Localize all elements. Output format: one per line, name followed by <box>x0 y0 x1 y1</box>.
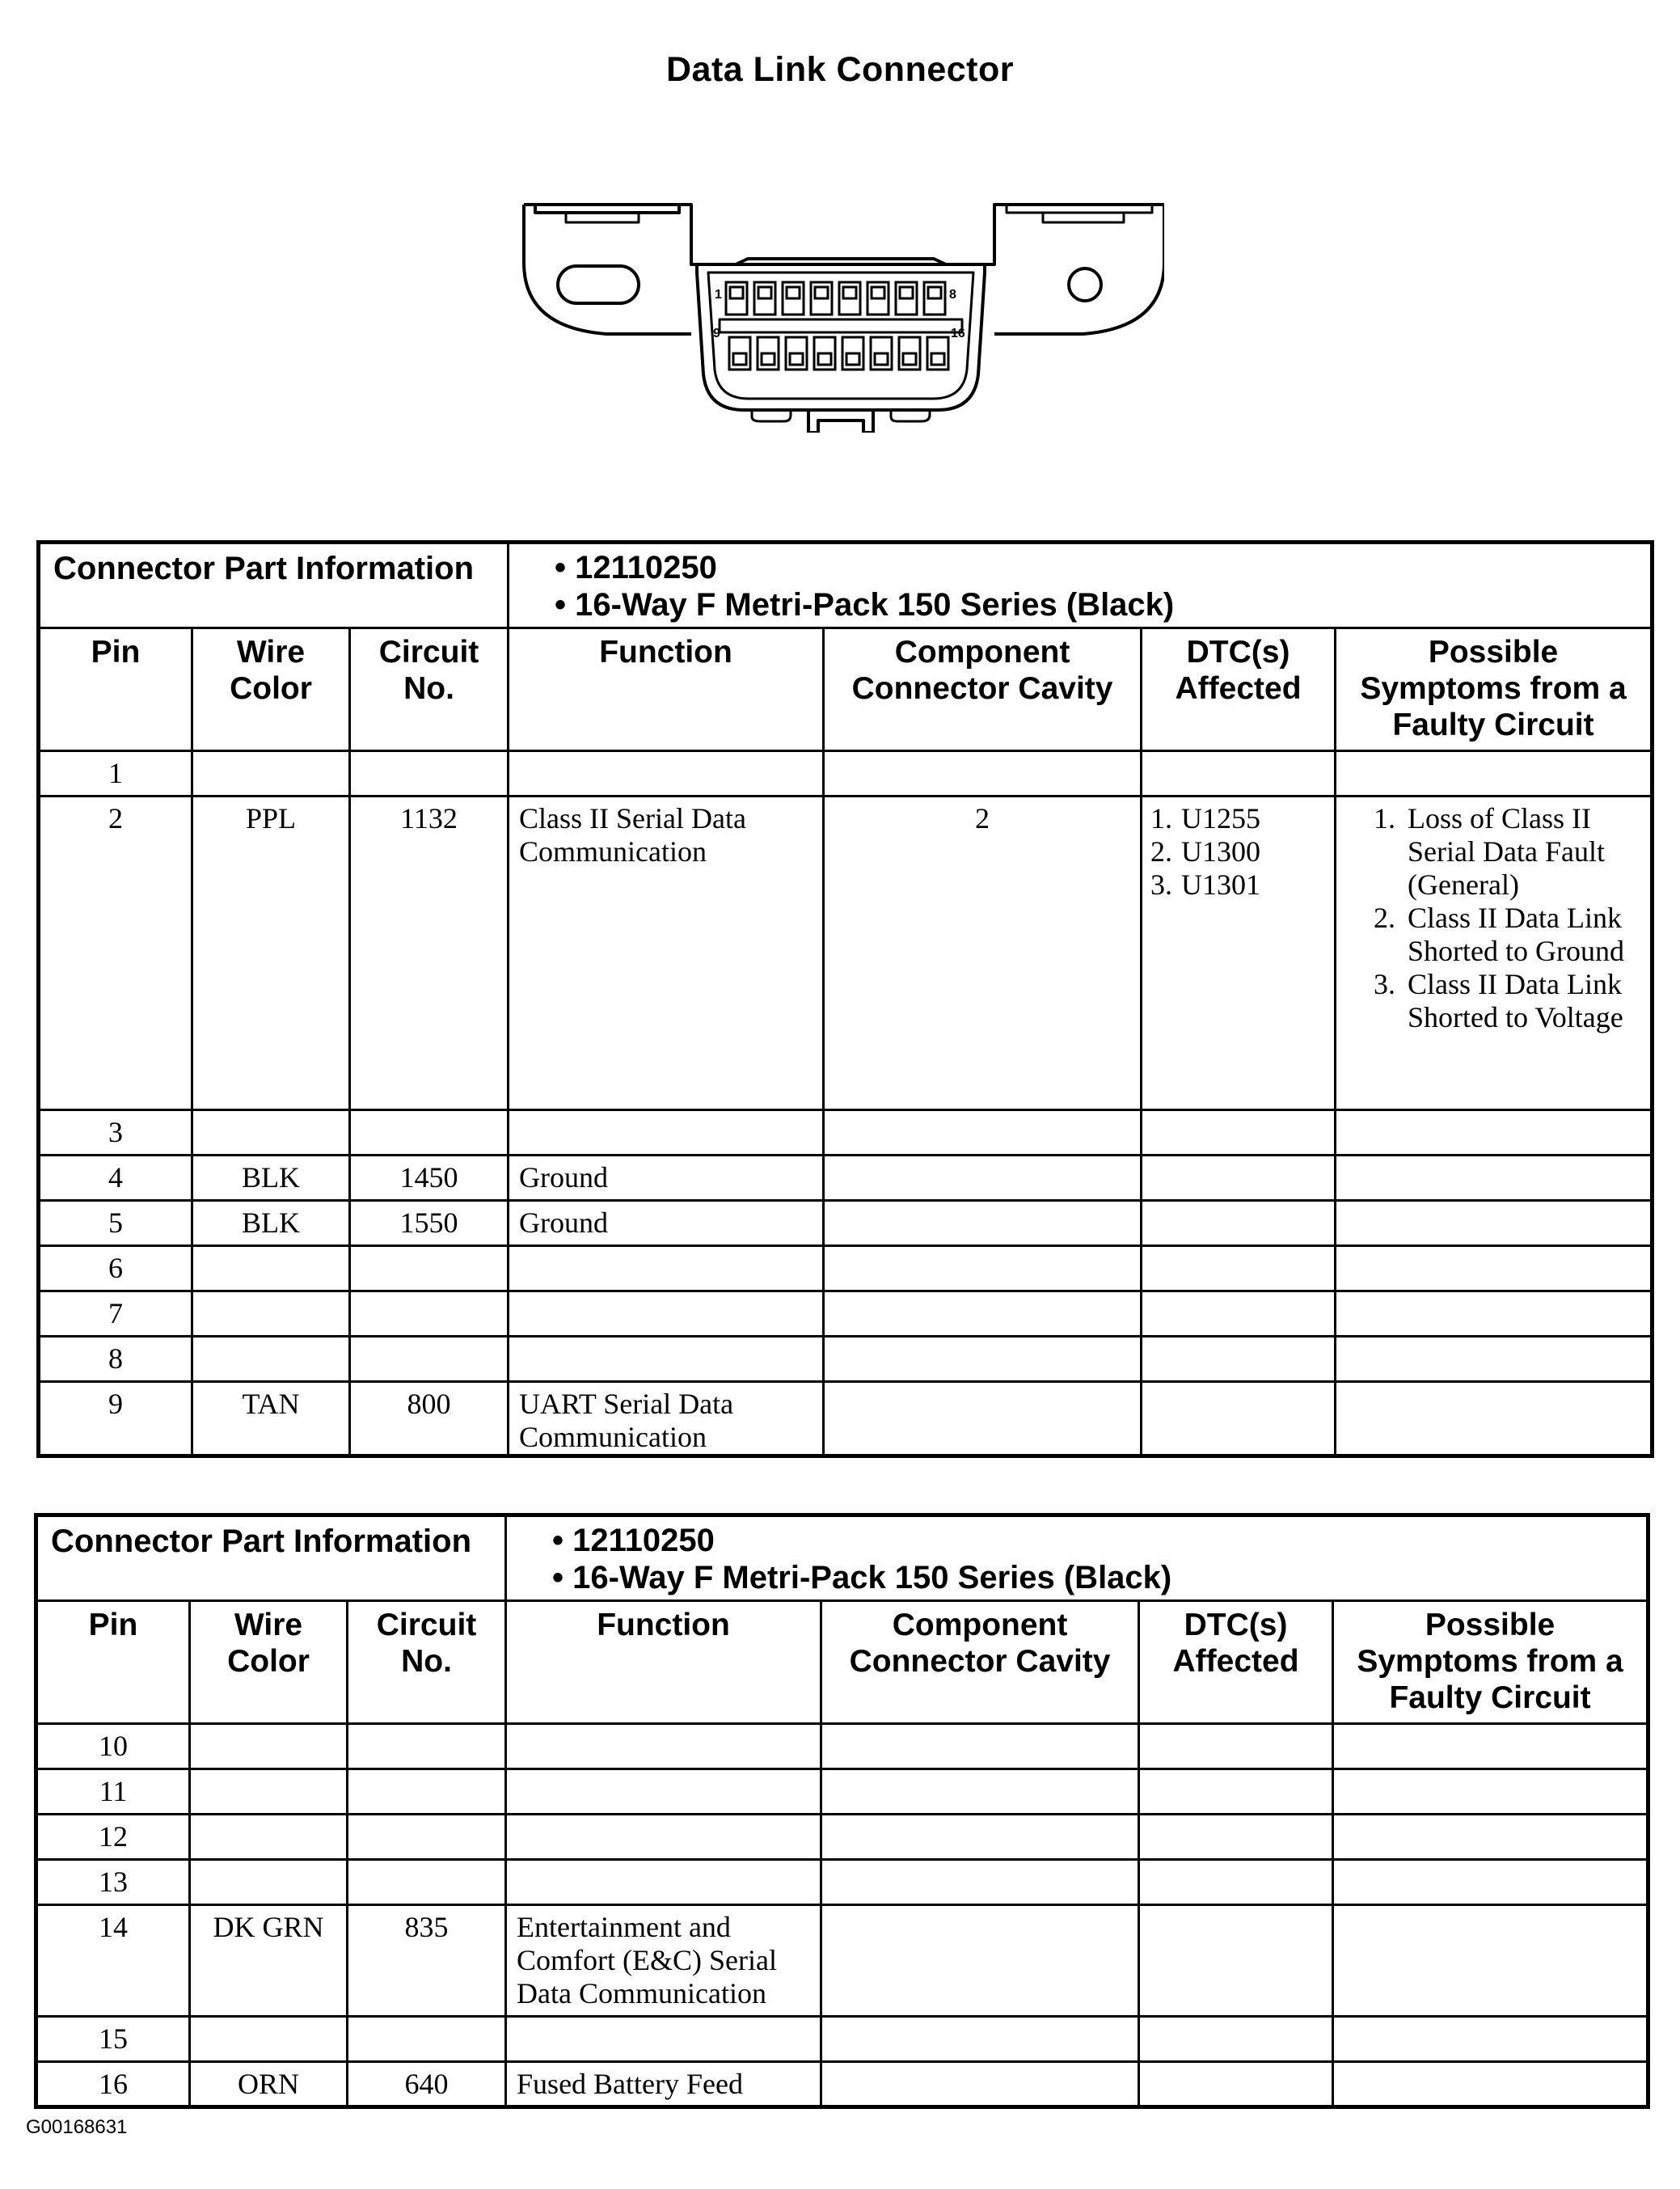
wire-color-cell <box>192 1337 350 1382</box>
symptoms-cell <box>1333 2017 1648 2062</box>
header-possible-symptoms: Possible Symptoms from a Faulty Circuit <box>1336 628 1653 751</box>
header-wire-color: Wire Color <box>192 628 350 751</box>
table-row <box>36 1860 1648 1905</box>
pin-cell: 14 <box>36 1905 190 2017</box>
pin-cell: 11 <box>36 1769 190 1815</box>
data-link-connector-diagram <box>517 198 1164 433</box>
header-function: Function <box>506 1601 821 1724</box>
part-series: • 16-Way F Metri-Pack 150 Series (Black) <box>552 1560 1172 1595</box>
dtc-cell <box>1142 1291 1336 1337</box>
function-cell <box>506 1860 821 1905</box>
header-circuit-no: Circuit No. <box>348 1601 506 1724</box>
circuit-cell <box>350 751 509 797</box>
table-row <box>36 1769 1648 1815</box>
symptoms-list-item: 2. Class II Data Link Shorted to Ground <box>1374 902 1625 967</box>
wire-color-cell <box>192 1246 350 1291</box>
dtc-list-item: 2. U1300 <box>1150 835 1261 868</box>
circuit-cell <box>350 1110 509 1156</box>
table-row <box>36 2017 1648 2062</box>
cavity-cell <box>824 1382 1142 1456</box>
function-cell: Ground <box>509 1201 824 1246</box>
symptoms-cell <box>1336 1382 1653 1456</box>
cavity-cell: 2 <box>824 797 1142 1110</box>
symptoms-cell <box>1333 1724 1648 1769</box>
connector-part-info-values <box>506 1515 1648 1601</box>
circuit-cell <box>350 1337 509 1382</box>
dtc-cell <box>1142 1337 1336 1382</box>
pin-cell: 2 <box>39 797 192 1110</box>
function-cell: UART Serial Data Communication <box>509 1382 824 1456</box>
function-cell <box>509 1337 824 1382</box>
wire-color-cell <box>190 1860 348 1905</box>
function-cell <box>506 1724 821 1769</box>
dtc-cell <box>1142 797 1336 1110</box>
dtc-cell <box>1142 1156 1336 1201</box>
cavity-cell <box>824 1110 1142 1156</box>
header-possible-symptoms: Possible Symptoms from a Faulty Circuit <box>1333 1601 1648 1724</box>
cavity-cell <box>824 1156 1142 1201</box>
symptoms-cell <box>1336 1291 1653 1337</box>
header-function: Function <box>509 628 824 751</box>
header-circuit-no: Circuit No. <box>350 628 509 751</box>
cavity-cell <box>824 751 1142 797</box>
cavity-cell <box>824 1246 1142 1291</box>
dtc-list <box>1142 802 1334 902</box>
pin-cell: 10 <box>36 1724 190 1769</box>
pin-cell: 6 <box>39 1246 192 1291</box>
function-cell <box>509 1246 824 1291</box>
table-row <box>39 1246 1653 1291</box>
symptoms-cell <box>1336 751 1653 797</box>
circuit-cell: 640 <box>348 2062 506 2107</box>
function-cell: Entertainment and Comfort (E&C) Serial Data Communication <box>506 1905 821 2017</box>
connector-part-info-label: Connector Part Information <box>36 1515 506 1601</box>
dtc-cell <box>1139 1860 1333 1905</box>
header-pin: Pin <box>36 1601 190 1724</box>
circuit-cell <box>348 2017 506 2062</box>
table-row <box>39 1156 1653 1201</box>
circuit-cell: 1450 <box>350 1156 509 1201</box>
cavity-cell <box>824 1291 1142 1337</box>
wire-color-cell: DK GRN <box>190 1905 348 2017</box>
header-component-connector-cavity: Component Connector Cavity <box>821 1601 1139 1724</box>
pin-label-8: 8 <box>949 288 956 302</box>
cavity-cell <box>824 1337 1142 1382</box>
circuit-cell: 835 <box>348 1905 506 2017</box>
pin-table-1 <box>36 540 1654 1458</box>
pin-cell: 4 <box>39 1156 192 1201</box>
part-series: • 16-Way F Metri-Pack 150 Series (Black) <box>555 587 1175 623</box>
circuit-cell <box>348 1769 506 1815</box>
pin-cell: 12 <box>36 1815 190 1860</box>
circuit-cell <box>350 1246 509 1291</box>
wire-color-cell: TAN <box>192 1382 350 1456</box>
symptoms-cell <box>1333 1815 1648 1860</box>
circuit-cell: 1550 <box>350 1201 509 1246</box>
pin-cell: 15 <box>36 2017 190 2062</box>
pin-cell: 16 <box>36 2062 190 2107</box>
connector-part-info-values <box>509 543 1653 628</box>
symptoms-cell <box>1336 1110 1653 1156</box>
header-component-connector-cavity: Component Connector Cavity <box>824 628 1142 751</box>
wire-color-cell <box>190 1815 348 1860</box>
part-number: • 12110250 <box>555 550 717 585</box>
circuit-cell: 800 <box>350 1382 509 1456</box>
function-cell <box>509 1110 824 1156</box>
wire-color-cell <box>190 1724 348 1769</box>
dtc-list-item: 3. U1301 <box>1150 868 1261 901</box>
table-row <box>39 1201 1653 1246</box>
part-number: • 12110250 <box>552 1523 715 1558</box>
function-cell: Class II Serial Data Communication <box>509 797 824 1110</box>
table-row <box>36 1905 1648 2017</box>
function-cell <box>509 1291 824 1337</box>
table-row <box>39 797 1653 1110</box>
table-row <box>39 1337 1653 1382</box>
dtc-cell <box>1142 1201 1336 1246</box>
header-wire-color: Wire Color <box>190 1601 348 1724</box>
function-cell: Ground <box>509 1156 824 1201</box>
symptoms-cell <box>1336 1337 1653 1382</box>
pin-cell: 8 <box>39 1337 192 1382</box>
left-mounting-hole <box>558 266 639 303</box>
pin-label-16: 16 <box>951 327 965 340</box>
cavity-cell <box>824 1201 1142 1246</box>
dtc-cell <box>1139 2017 1333 2062</box>
wire-color-cell: BLK <box>192 1156 350 1201</box>
symptoms-cell <box>1333 2062 1648 2107</box>
dtc-cell <box>1139 2062 1333 2107</box>
function-cell: Fused Battery Feed <box>506 2062 821 2107</box>
wire-color-cell: ORN <box>190 2062 348 2107</box>
pin-table-2 <box>34 1513 1650 2109</box>
cavity-cell <box>821 2062 1139 2107</box>
pin-cell: 3 <box>39 1110 192 1156</box>
page-title: Data Link Connector <box>666 50 1014 89</box>
pin-cell: 1 <box>39 751 192 797</box>
wire-color-cell <box>192 751 350 797</box>
pin-cell: 13 <box>36 1860 190 1905</box>
pin-cell: 5 <box>39 1201 192 1246</box>
dtc-cell <box>1139 1905 1333 2017</box>
circuit-cell <box>348 1860 506 1905</box>
symptoms-cell <box>1336 1201 1653 1246</box>
right-mounting-hole <box>1069 268 1101 301</box>
dtc-list-item: 1. U1255 <box>1150 802 1261 835</box>
header-dtcs-affected: DTC(s) Affected <box>1139 1601 1333 1724</box>
wire-color-cell <box>192 1291 350 1337</box>
symptoms-cell <box>1333 1905 1648 2017</box>
pin-label-9: 9 <box>713 327 720 340</box>
circuit-cell <box>350 1291 509 1337</box>
dtc-cell <box>1139 1724 1333 1769</box>
function-cell <box>506 2017 821 2062</box>
function-cell <box>509 751 824 797</box>
symptoms-cell <box>1333 1860 1648 1905</box>
dtc-cell <box>1142 1110 1336 1156</box>
symptoms-list-item: 3. Class II Data Link Shorted to Voltage <box>1374 968 1623 1033</box>
wire-color-cell <box>190 2017 348 2062</box>
header-dtcs-affected: DTC(s) Affected <box>1142 628 1336 751</box>
cavity-cell <box>821 1724 1139 1769</box>
wire-color-cell: PPL <box>192 797 350 1110</box>
function-cell <box>506 1815 821 1860</box>
pin-label-1: 1 <box>715 288 722 302</box>
symptoms-list <box>1336 802 1650 1034</box>
header-pin: Pin <box>39 628 192 751</box>
wire-color-cell: BLK <box>192 1201 350 1246</box>
table-row <box>36 1724 1648 1769</box>
circuit-cell <box>348 1815 506 1860</box>
circuit-cell: 1132 <box>350 797 509 1110</box>
table-row <box>39 1382 1653 1456</box>
symptoms-cell <box>1336 1246 1653 1291</box>
table-row <box>39 751 1653 797</box>
table-row <box>36 1815 1648 1860</box>
figure-id: G00168631 <box>26 2116 128 2138</box>
pin-cell: 9 <box>39 1382 192 1456</box>
cavity-cell <box>821 1905 1139 2017</box>
dtc-cell <box>1139 1815 1333 1860</box>
table-row <box>36 2062 1648 2107</box>
dtc-cell <box>1142 1246 1336 1291</box>
cavity-cell <box>821 1769 1139 1815</box>
connector-part-info-label: Connector Part Information <box>39 543 509 628</box>
wire-color-cell <box>192 1110 350 1156</box>
symptoms-list-item: 1. Loss of Class II Serial Data Fault (General) <box>1374 802 1605 901</box>
circuit-cell <box>348 1724 506 1769</box>
dtc-cell <box>1142 751 1336 797</box>
dtc-cell <box>1142 1382 1336 1456</box>
cavity-cell <box>821 2017 1139 2062</box>
function-cell <box>506 1769 821 1815</box>
pin-cell: 7 <box>39 1291 192 1337</box>
symptoms-cell <box>1336 797 1653 1110</box>
symptoms-cell <box>1333 1769 1648 1815</box>
cavity-cell <box>821 1815 1139 1860</box>
dtc-cell <box>1139 1769 1333 1815</box>
symptoms-cell <box>1336 1156 1653 1201</box>
cavity-cell <box>821 1860 1139 1905</box>
wire-color-cell <box>190 1769 348 1815</box>
table-row <box>39 1110 1653 1156</box>
table-row <box>39 1291 1653 1337</box>
